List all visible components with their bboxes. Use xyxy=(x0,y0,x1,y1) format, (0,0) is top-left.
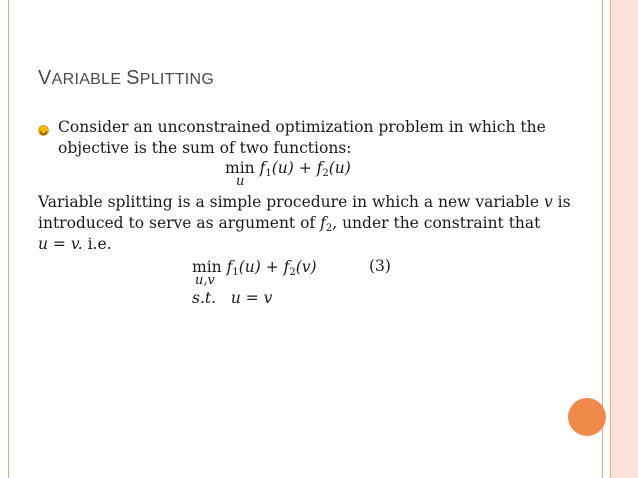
eq1-min: min xyxy=(225,159,255,177)
accent-circle xyxy=(568,398,606,436)
equation-number: (3) xyxy=(369,257,391,275)
para-line1: Variable splitting is a simple procedure in which a new variable v is xyxy=(38,193,571,211)
equation-2: $\min f_1(u) + f_2(v)$ xyxy=(192,258,317,278)
equation-2-constraint: s.t. u = v xyxy=(192,289,273,307)
frame-band-right xyxy=(611,0,638,478)
equation-1: $\min f_1(u) + f_2(u)$ xyxy=(225,159,351,179)
bullet-icon xyxy=(38,125,49,136)
bullet-text-line2: objective is the sum of two functions: xyxy=(58,139,352,157)
bullet-text-line1: Consider an unconstrained optimization problem in which the xyxy=(58,118,546,136)
para-line2: introduced to serve as argument of $f_2$, under the constraint that xyxy=(38,214,541,234)
frame-line-left xyxy=(8,0,9,478)
para-line3: u = v. i.e. xyxy=(38,235,112,253)
slide-title: VARIABLE SPLITTING xyxy=(38,67,215,89)
eq1-min-subscript: u xyxy=(236,174,245,189)
eq2-min-subscript: u,v xyxy=(195,273,215,288)
